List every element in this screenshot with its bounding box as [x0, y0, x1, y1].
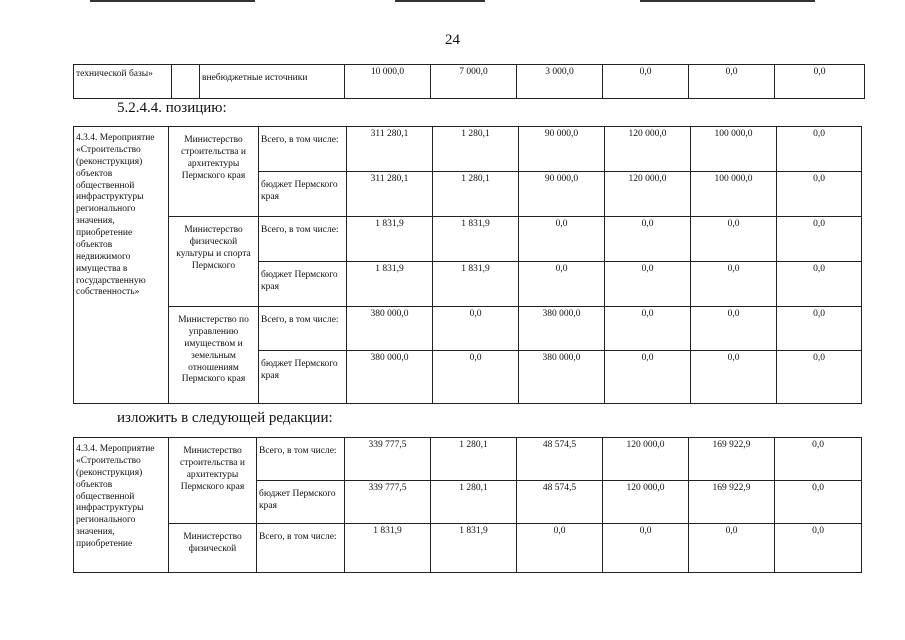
- value-cell: 0,0: [603, 524, 689, 573]
- value-cell: 0,0: [433, 307, 519, 351]
- source-cell: Всего, в том числе:: [259, 127, 347, 172]
- source-cell: бюджет Пермского края: [257, 481, 345, 524]
- value-cell: 0,0: [691, 217, 777, 262]
- table-row: [74, 127, 862, 172]
- value-cell: 0,0: [777, 262, 862, 307]
- value-cell: 380 000,0: [347, 351, 433, 404]
- value-cell: 0,0: [777, 127, 862, 172]
- value-cell: 10 000,0: [345, 65, 431, 99]
- value-cell: 169 922,9: [689, 438, 775, 481]
- table-row: [74, 524, 862, 573]
- section-heading: изложить в следующей редакции:: [117, 410, 333, 426]
- value-cell: 0,0: [603, 65, 689, 99]
- value-cell: 1 831,9: [347, 217, 433, 262]
- source-cell: внебюджетные источники: [200, 65, 345, 99]
- scan-edge-line: [640, 0, 815, 2]
- value-cell: 1 831,9: [433, 262, 519, 307]
- value-cell: 7 000,0: [431, 65, 517, 99]
- value-cell: 0,0: [605, 217, 691, 262]
- source-cell: Всего, в том числе:: [257, 438, 345, 481]
- value-cell: 0,0: [777, 351, 862, 404]
- source-cell: Всего, в том числе:: [259, 217, 347, 262]
- section-heading: 5.2.4.4. позицию:: [117, 100, 227, 116]
- source-cell: бюджет Пермского края: [259, 262, 347, 307]
- value-cell: 100 000,0: [691, 127, 777, 172]
- value-cell: 311 280,1: [347, 172, 433, 217]
- source-cell: бюджет Пермского края: [259, 172, 347, 217]
- source-cell: бюджет Пермского края: [259, 351, 347, 404]
- value-cell: 0,0: [691, 351, 777, 404]
- value-cell: 0,0: [689, 65, 775, 99]
- table-row: [74, 438, 862, 481]
- executor-cell: Министерство физической: [169, 524, 257, 573]
- value-cell: 0,0: [775, 524, 862, 573]
- value-cell: 1 280,1: [433, 127, 519, 172]
- value-cell: 339 777,5: [345, 438, 431, 481]
- value-cell: 0,0: [777, 307, 862, 351]
- value-cell: 0,0: [519, 217, 605, 262]
- value-cell: 0,0: [691, 307, 777, 351]
- executor-cell: [172, 65, 200, 99]
- executor-cell: Министерство строительства и архитектуры Пермского края: [169, 438, 257, 524]
- value-cell: 0,0: [775, 65, 865, 99]
- value-cell: 1 280,1: [431, 438, 517, 481]
- old-version-table: [73, 126, 862, 404]
- scan-edge-line: [90, 0, 255, 2]
- value-cell: 0,0: [775, 481, 862, 524]
- value-cell: 48 574,5: [517, 438, 603, 481]
- page-number: 24: [445, 32, 460, 48]
- value-cell: 90 000,0: [519, 172, 605, 217]
- value-cell: 311 280,1: [347, 127, 433, 172]
- value-cell: 1 280,1: [431, 481, 517, 524]
- value-cell: 0,0: [689, 524, 775, 573]
- value-cell: 1 831,9: [347, 262, 433, 307]
- source-cell: Всего, в том числе:: [257, 524, 345, 573]
- value-cell: 1 831,9: [345, 524, 431, 573]
- executor-cell: Министерство строительства и архитектуры Пермского края: [169, 127, 259, 217]
- value-cell: 169 922,9: [689, 481, 775, 524]
- value-cell: 0,0: [691, 262, 777, 307]
- value-cell: 3 000,0: [517, 65, 603, 99]
- new-version-table: [73, 437, 862, 573]
- value-cell: 380 000,0: [519, 307, 605, 351]
- executor-cell: Министерство физической культуры и спорта Пермского: [169, 217, 259, 307]
- value-cell: 0,0: [517, 524, 603, 573]
- value-cell: 339 777,5: [345, 481, 431, 524]
- value-cell: 0,0: [605, 351, 691, 404]
- value-cell: 380 000,0: [519, 351, 605, 404]
- value-cell: 0,0: [605, 262, 691, 307]
- value-cell: 120 000,0: [603, 438, 689, 481]
- value-cell: 120 000,0: [605, 127, 691, 172]
- value-cell: 0,0: [775, 438, 862, 481]
- measure-name-cell: 4.3.4. Мероприятие «Строительство (реконструкция) объектов общественной инфраструктуры регионального значения, приобретение: [74, 438, 169, 573]
- source-cell: Всего, в том числе:: [259, 307, 347, 351]
- value-cell: 120 000,0: [605, 172, 691, 217]
- scan-edge-line: [395, 0, 485, 2]
- value-cell: 1 280,1: [433, 172, 519, 217]
- measure-name-cell: 4.3.4. Мероприятие «Строительство (реконструкция) объектов общественной инфраструктуры регионального значения, приобретение объектов недвижимого имущества в государственную собственность»: [74, 127, 169, 404]
- measure-name-cell: технической базы»: [74, 65, 172, 99]
- value-cell: 48 574,5: [517, 481, 603, 524]
- value-cell: 1 831,9: [431, 524, 517, 573]
- executor-cell: Министерство по управлению имуществом и земельным отношениям Пермского края: [169, 307, 259, 404]
- continuation-table: [73, 64, 865, 99]
- value-cell: 0,0: [777, 217, 862, 262]
- table-row: [74, 307, 862, 351]
- table-row: [74, 217, 862, 262]
- value-cell: 0,0: [433, 351, 519, 404]
- value-cell: 0,0: [605, 307, 691, 351]
- value-cell: 0,0: [777, 172, 862, 217]
- table-row: [74, 65, 865, 99]
- value-cell: 120 000,0: [603, 481, 689, 524]
- value-cell: 90 000,0: [519, 127, 605, 172]
- value-cell: 0,0: [519, 262, 605, 307]
- value-cell: 100 000,0: [691, 172, 777, 217]
- value-cell: 380 000,0: [347, 307, 433, 351]
- value-cell: 1 831,9: [433, 217, 519, 262]
